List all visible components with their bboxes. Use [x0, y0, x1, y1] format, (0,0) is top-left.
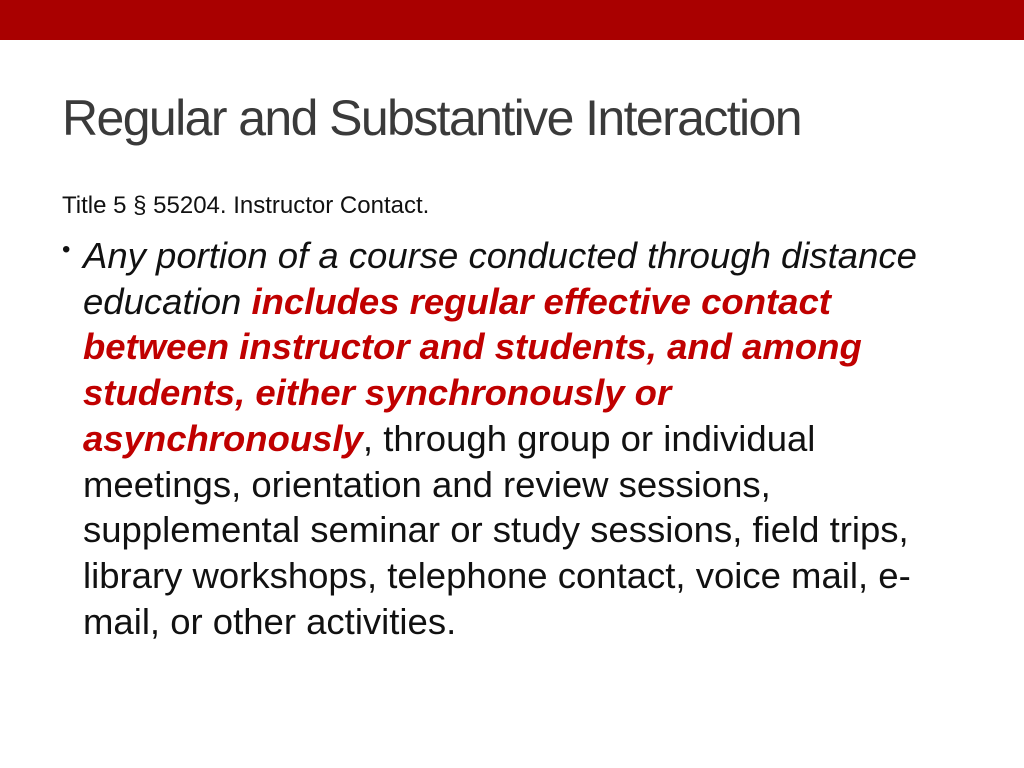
bullet-rest-text: , through group or individual meetings, orientation and review sessions, supplemental seminar or study sessions, field trips, library workshops, telephone contact, voice mail, e-mail, or other activities. [83, 417, 911, 642]
bullet-marker: • [62, 236, 71, 263]
bullet-italic-text: Any portion of a course conducted through distance education [83, 235, 917, 322]
slide-title: Regular and Substantive Interaction [62, 90, 801, 146]
bullet-text [83, 233, 953, 644]
top-accent-bar [0, 0, 1024, 40]
bullet-item [62, 233, 962, 644]
slide-subtitle: Title 5 § 55204. Instructor Contact. [62, 192, 430, 219]
bullet-highlight-text: includes regular effective contact between instructor and students, and among students, either synchronously or asynchronously [83, 280, 862, 459]
